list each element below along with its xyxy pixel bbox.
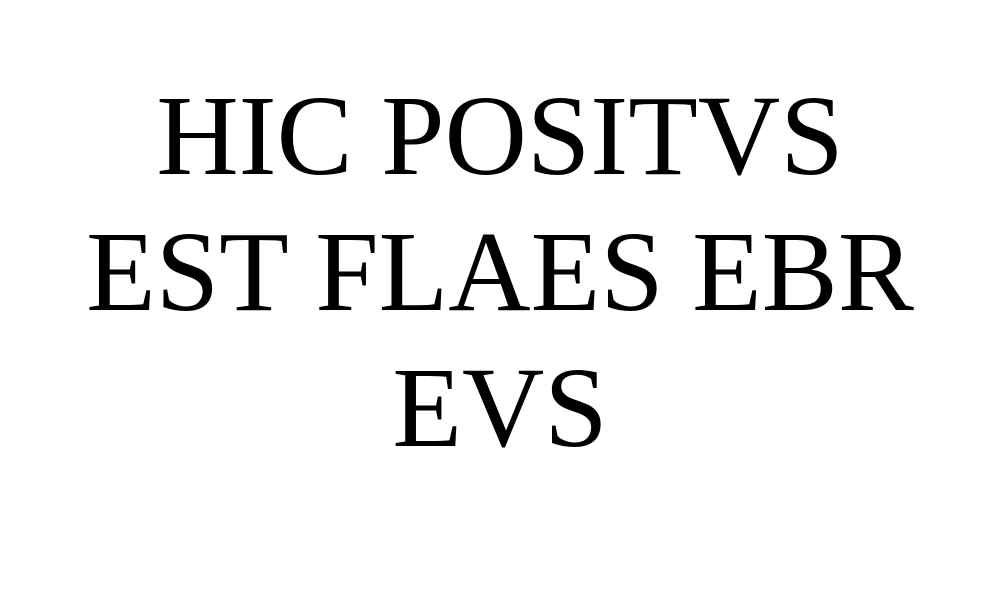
- inscription-line-2: EST FLAES EBR: [86, 208, 914, 335]
- inscription-text: [0, 68, 1000, 476]
- inscription-line-3: EVS: [392, 344, 608, 471]
- inscription-line-1: HIC POSITVS: [156, 72, 844, 199]
